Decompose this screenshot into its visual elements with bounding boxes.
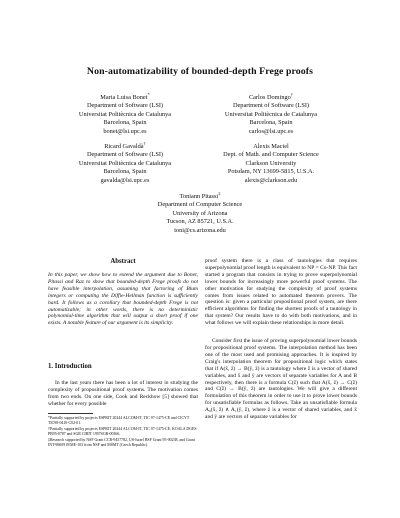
author-block <box>40 140 210 185</box>
footnote-mark: † <box>143 140 146 146</box>
footnote-mark: † <box>290 91 294 97</box>
paper-title: Non-automatizability of bounded-depth Frege proofs <box>86 66 314 77</box>
author-department: Department of Computer Science <box>157 201 243 209</box>
author-email: gavalda@lsi.upc.es <box>100 176 150 184</box>
right-column <box>205 258 357 421</box>
author-affiliation: University of Arizona <box>172 209 228 217</box>
author-city: Barcelona, Spain <box>249 119 293 127</box>
author-affiliation: Universitat Politècnica de Catalunya <box>78 159 172 167</box>
author-city: Tucson, AZ 85721, U.S.A. <box>166 218 234 226</box>
author-block <box>115 190 285 235</box>
author-department: Dept. of Math. and Computer Science <box>223 151 319 159</box>
author-department: Department of Software (LSI) <box>86 151 164 159</box>
author-email: alexis@clarkson.edu <box>244 176 298 184</box>
section-heading: 1. Introduction <box>48 363 92 370</box>
author-affiliation: Clarkson University <box>245 159 297 167</box>
footnote: †Partially supported by projects ESPRIT 20244 ALCOM-IT, TIC 97-1475-CE, KOALA DGES PB95-0787 and SGR CIRIT 1997SGR-00366. <box>48 427 197 437</box>
author-name: Alexis Maciel <box>253 143 289 150</box>
author-block <box>186 91 356 136</box>
author-block <box>186 143 356 185</box>
author-city: Barcelona, Spain <box>103 119 147 127</box>
footnote-rule <box>48 413 93 414</box>
author-name: Ricard Gavaldà <box>104 143 144 150</box>
author-department: Department of Software (LSI) <box>86 102 164 110</box>
footnotes <box>48 416 198 450</box>
author-affiliation: Universitat Politècnica de Catalunya <box>78 110 172 118</box>
abstract-text: In this paper, we show how to extend the argument due to Bonet, Pitassi and Raz to show that bounded-depth Frege proofs do not have feasible interpolation, assuming that factoring of Blum integers or computing the Diffie-Hellman function is sufficiently hard. It follows as a corollary that bounded-depth Frege is not automatizable; in other words, there is no deterministic polynomial-time algorithm that will output a short proof if one exists. A notable feature of our argument is its simplicity. <box>48 272 198 327</box>
author-email: toni@cs.arizona.edu <box>174 226 226 234</box>
abstract-heading: Abstract <box>110 258 136 265</box>
author-department: Department of Software (LSI) <box>232 102 310 110</box>
footnote: ‡Research supported by NSF Grant CCR-9457782, US-Israel BSF Grant 95-00238, and Grant INT-9600919/ME-103 from NSF and MŠMT (Czech Republic). <box>48 438 195 448</box>
footnote-mark: ‡ <box>218 190 221 196</box>
footnote: *Partially supported by projects ESPRIT 20244 ALCOM-IT, TIC 97-1475-CE and CICYT TIC98-0410-C02-01. <box>48 416 190 425</box>
author-city: Barcelona, Spain <box>103 168 147 176</box>
author-affiliation: Universitat Politècnica de Catalunya <box>224 110 318 118</box>
author-email: bonet@lsi.upc.es <box>103 127 147 135</box>
body-paragraph: proof system there is a class of tautologies that requires superpolynomial proof length is equivalent to NP = Co-NP. This fact started a program that consists in trying to prove superpolynomial lower bounds for increasingly more powerful proof systems. The other motivation for studying the complexity of proof systems comes from issues related to automated theorem provers. The question is: given a particular propositional proof system, are there efficient algorithms for finding the shortest proofs of a tautology in that system? Our results have to do with both motivations, and in what follows we will explain these relationships in more detail. <box>205 258 357 327</box>
author-name: Toniann Pitassi <box>179 193 219 200</box>
author-city: Potsdam, NY 13699-5815, U.S.A. <box>227 168 315 176</box>
author-email: carlos@lsi.upc.es <box>248 127 294 135</box>
author-name: Carlos Domingo <box>248 94 291 101</box>
author-block <box>40 91 210 136</box>
intro-paragraph: In the last years there has been a lot of interest in studying the complexity of propositional proof systems. The motivation comes from two ends. On one side, Cook and Reckhow [5] showed that whether for every possible <box>48 380 198 407</box>
author-name: Maria Luisa Bonet <box>100 94 148 101</box>
footnote-mark: * <box>147 91 150 97</box>
body-paragraph: Consider first the issue of proving superpolynomial lower bounds for propositional proof systems. The interpolation method has been one of the most used and promising approaches. It is inspired by Craig's interpolation theorem for propositional logic which states that if A(x̄, z̄) → B(ȳ, z̄) is a tautology where z̄ is a vector of shared variables, and x̄ and ȳ are vectors of separate variables for A and B respectively, then there is a formula C(z̄) such that A(x̄, z̄) → C(z̄) and C(z̄) → B(ȳ, z̄) are tautologies. We will give a different formulation of this theorem in order to use it to prove lower bounds for unsatisfiable formulas as follows. Take an unsatisfiable formula A₀(x̄, z̄) ∧ A₁(ȳ, z̄), where z̄ is a vector of shared variables, and x̄ and ȳ are vectors of separate variables for <box>205 338 357 421</box>
